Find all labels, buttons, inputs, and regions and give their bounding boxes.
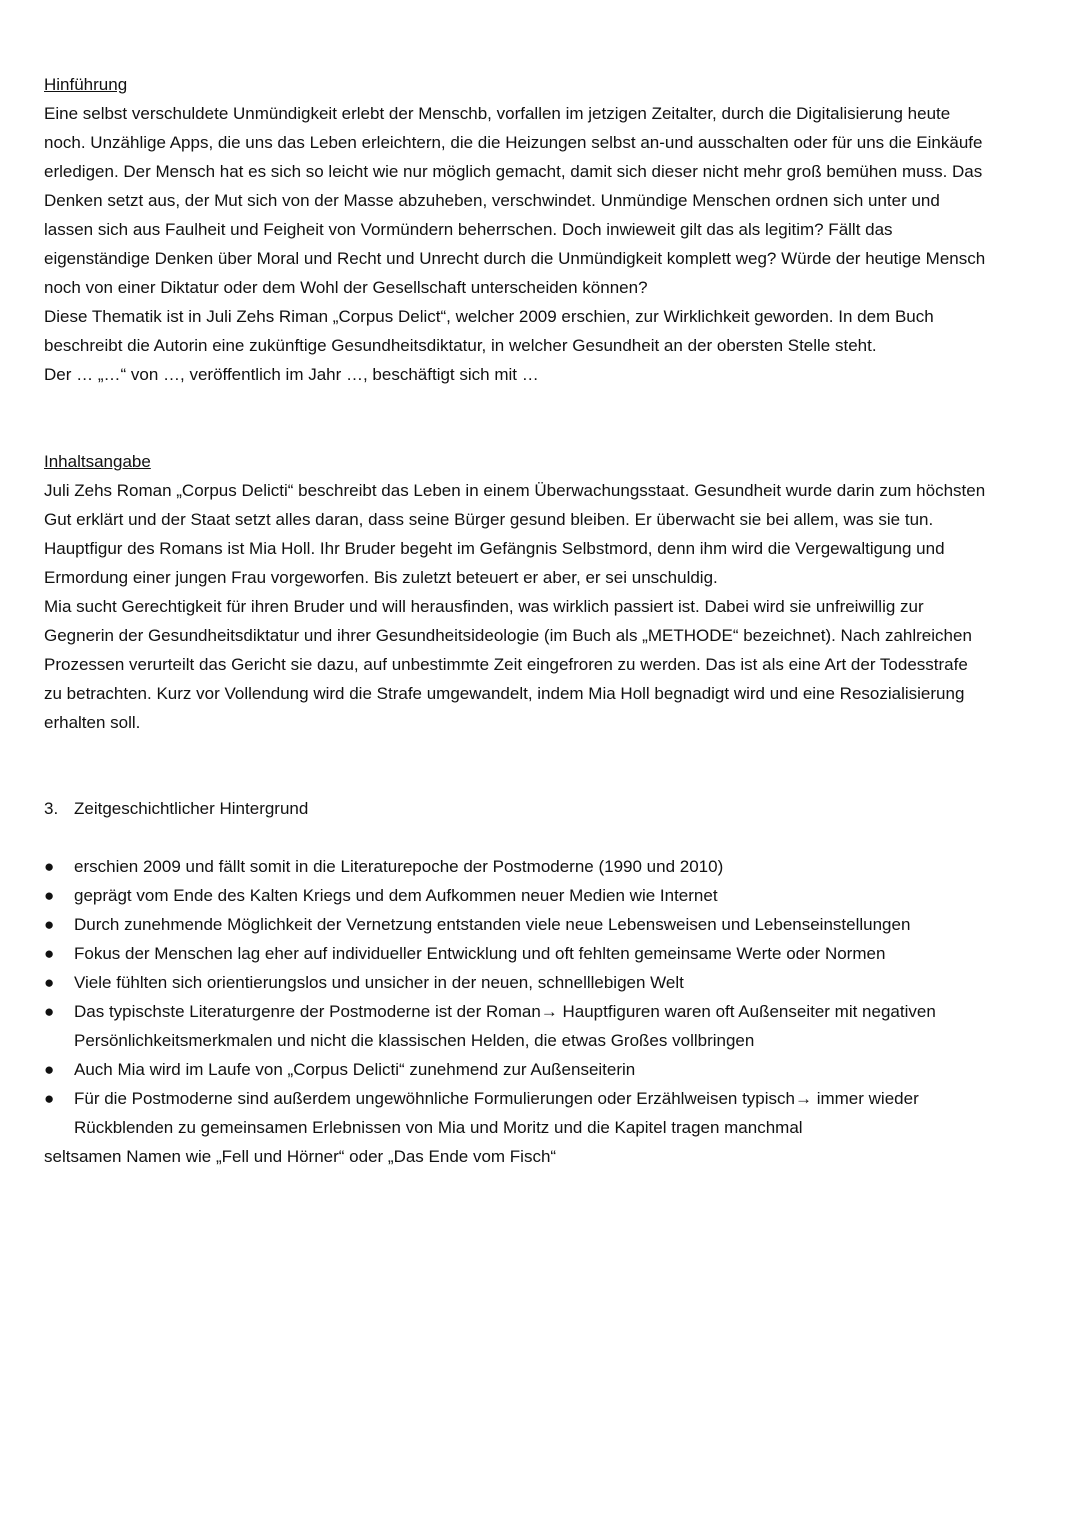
bullet-icon: ●: [44, 1089, 55, 1108]
list-item-text: [44, 939, 1060, 968]
list-item-text: [44, 1084, 1060, 1113]
paragraph-line: eigenständige Denken über Moral und Recht und Unrecht durch die Unmündigkeit komplett weg? Würde der heutige Mensch: [44, 249, 986, 268]
paragraph-line: lassen sich aus Faulheit und Feigheit von Vormündern beherrschen. Doch inwieweit gilt das als legitim? Fällt das: [44, 220, 893, 239]
list-item-text: [44, 910, 1060, 939]
list-item-text: Rückblenden zu gemeinsamen Erlebnissen von Mia und Moritz und die Kapitel tragen manchmal: [74, 1118, 803, 1137]
paragraph-line: Eine selbst verschuldete Unmündigkeit erlebt der Menschb, vorfallen im jetzigen Zeitalter, durch die Digitalisierung heute: [44, 104, 951, 123]
list-item-label: Für die Postmoderne sind außerdem ungewöhnliche Formulierungen oder Erzählweisen typisch→ immer wieder: [74, 1089, 919, 1108]
paragraph-line: Prozessen verurteilt das Gericht sie dazu, auf unbestimmte Zeit eingefroren zu werden. Das ist als eine Art der Todesstrafe: [44, 655, 968, 674]
bullet-icon: ●: [44, 944, 55, 963]
section-number: 3.: [44, 799, 59, 818]
paragraph-line: noch von einer Diktatur oder dem Wohl der Gesellschaft unterscheiden können?: [44, 278, 648, 297]
paragraph-line: Mia sucht Gerechtigkeit für ihren Bruder und will herausfinden, was wirklich passiert ist. Dabei wird sie unfreiwillig zur: [44, 597, 924, 616]
paragraph-line: Gut erklärt und der Staat setzt alles daran, dass seine Bürger gesund bleiben. Er überwacht sie bei allem, was sie tun.: [44, 510, 934, 529]
paragraph-line: Diese Thematik ist in Juli Zehs Riman „Corpus Delict“, welcher 2009 erschien, zur Wirklichkeit geworden. In dem Buch: [44, 307, 934, 326]
paragraph-line: Hauptfigur des Romans ist Mia Holl. Ihr Bruder begeht im Gefängnis Selbstmord, denn ihm wird die Vergewaltigung und: [44, 539, 945, 558]
section-hinfuehrung: [44, 70, 1060, 389]
list-item-label: erschien 2009 und fällt somit in die Literaturepoche der Postmoderne (1990 und 2010): [74, 857, 724, 876]
paragraph-line: Gegnerin der Gesundheitsdiktatur und ihrer Gesundheitsideologie (im Buch als „METHODE“ bezeichnet). Nach zahlreichen: [44, 626, 972, 645]
paragraph-line: erledigen. Der Mensch hat es sich so leicht wie nur möglich gemacht, damit sich dieser nicht mehr groß bemühen muss. Das: [44, 162, 983, 181]
section-heading: Inhaltsangabe: [44, 452, 151, 471]
paragraph-line: zu betrachten. Kurz vor Vollendung wird die Strafe umgewandelt, indem Mia Holl begnadigt wird und eine Resozialisierung: [44, 684, 965, 703]
list-item: [44, 910, 1060, 939]
list-item-label: Viele fühlten sich orientierungslos und unsicher in der neuen, schnelllebigen Welt: [74, 973, 684, 992]
list-item-text: [44, 881, 1060, 910]
section-title: Zeitgeschichtlicher Hintergrund: [74, 799, 309, 818]
list-item: [44, 881, 1060, 910]
bullet-icon: ●: [44, 1060, 55, 1079]
section-heading: Hinführung: [44, 75, 128, 94]
section-hintergrund: [44, 794, 1060, 1171]
list-item-label: Auch Mia wird im Laufe von „Corpus Delicti“ zunehmend zur Außenseiterin: [74, 1060, 636, 1079]
paragraph-line: Ermordung einer jungen Frau vorgeworfen. Bis zuletzt beteuert er aber, er sei unschuldig.: [44, 568, 718, 587]
list-item-text: [44, 852, 1060, 881]
paragraph-line: Juli Zehs Roman „Corpus Delicti“ beschreibt das Leben in einem Überwachungsstaat. Gesundheit wurde darin zum höchsten: [44, 481, 986, 500]
paragraph-line: noch. Unzählige Apps, die uns das Leben erleichtern, die die Heizungen selbst an-und ausschalten oder für uns die Einkäufe: [44, 133, 983, 152]
section-inhaltsangabe: [44, 447, 1060, 737]
list-item-label: geprägt vom Ende des Kalten Kriegs und dem Aufkommen neuer Medien wie Internet: [74, 886, 718, 905]
paragraph-line: erhalten soll.: [44, 713, 141, 732]
list-item: [44, 1084, 1060, 1142]
list-item: [44, 1055, 1060, 1084]
list-item: [44, 968, 1060, 997]
list-item: [44, 939, 1060, 968]
bullet-icon: ●: [44, 857, 55, 876]
list-item-label: Durch zunehmende Möglichkeit der Vernetzung entstanden viele neue Lebensweisen und Lebenseinstellungen: [74, 915, 911, 934]
paragraph-line: beschreibt die Autorin eine zukünftige Gesundheitsdiktatur, in welcher Gesundheit an der obersten Stelle steht.: [44, 336, 877, 355]
bullet-icon: ●: [44, 973, 55, 992]
list-item-label: Fokus der Menschen lag eher auf individueller Entwicklung und oft fehlten gemeinsame Werte oder Normen: [74, 944, 886, 963]
list-item-text: [44, 1055, 1060, 1084]
bullet-list: [44, 852, 1060, 1142]
bullet-icon: ●: [44, 886, 55, 905]
list-item: [44, 997, 1060, 1055]
paragraph-line: seltsamen Namen wie „Fell und Hörner“ oder „Das Ende vom Fisch“: [44, 1147, 557, 1166]
list-item-text: [44, 997, 1060, 1026]
list-item-text: Persönlichkeitsmerkmalen und nicht die klassischen Helden, die etwas Großes vollbringen: [74, 1031, 755, 1050]
list-item-label: Das typischste Literaturgenre der Postmoderne ist der Roman→ Hauptfiguren waren oft Außenseiter mit negativen: [74, 1002, 936, 1021]
paragraph-line: Der … „…“ von …, veröffentlich im Jahr …, beschäftigt sich mit …: [44, 365, 539, 384]
bullet-icon: ●: [44, 1002, 55, 1021]
paragraph-line: Denken setzt aus, der Mut sich von der Masse abzuheben, verschwindet. Unmündige Menschen ordnen sich unter und: [44, 191, 940, 210]
section-heading: [44, 794, 1060, 823]
list-item-text: [44, 968, 1060, 997]
list-item: [44, 852, 1060, 881]
bullet-icon: ●: [44, 915, 55, 934]
